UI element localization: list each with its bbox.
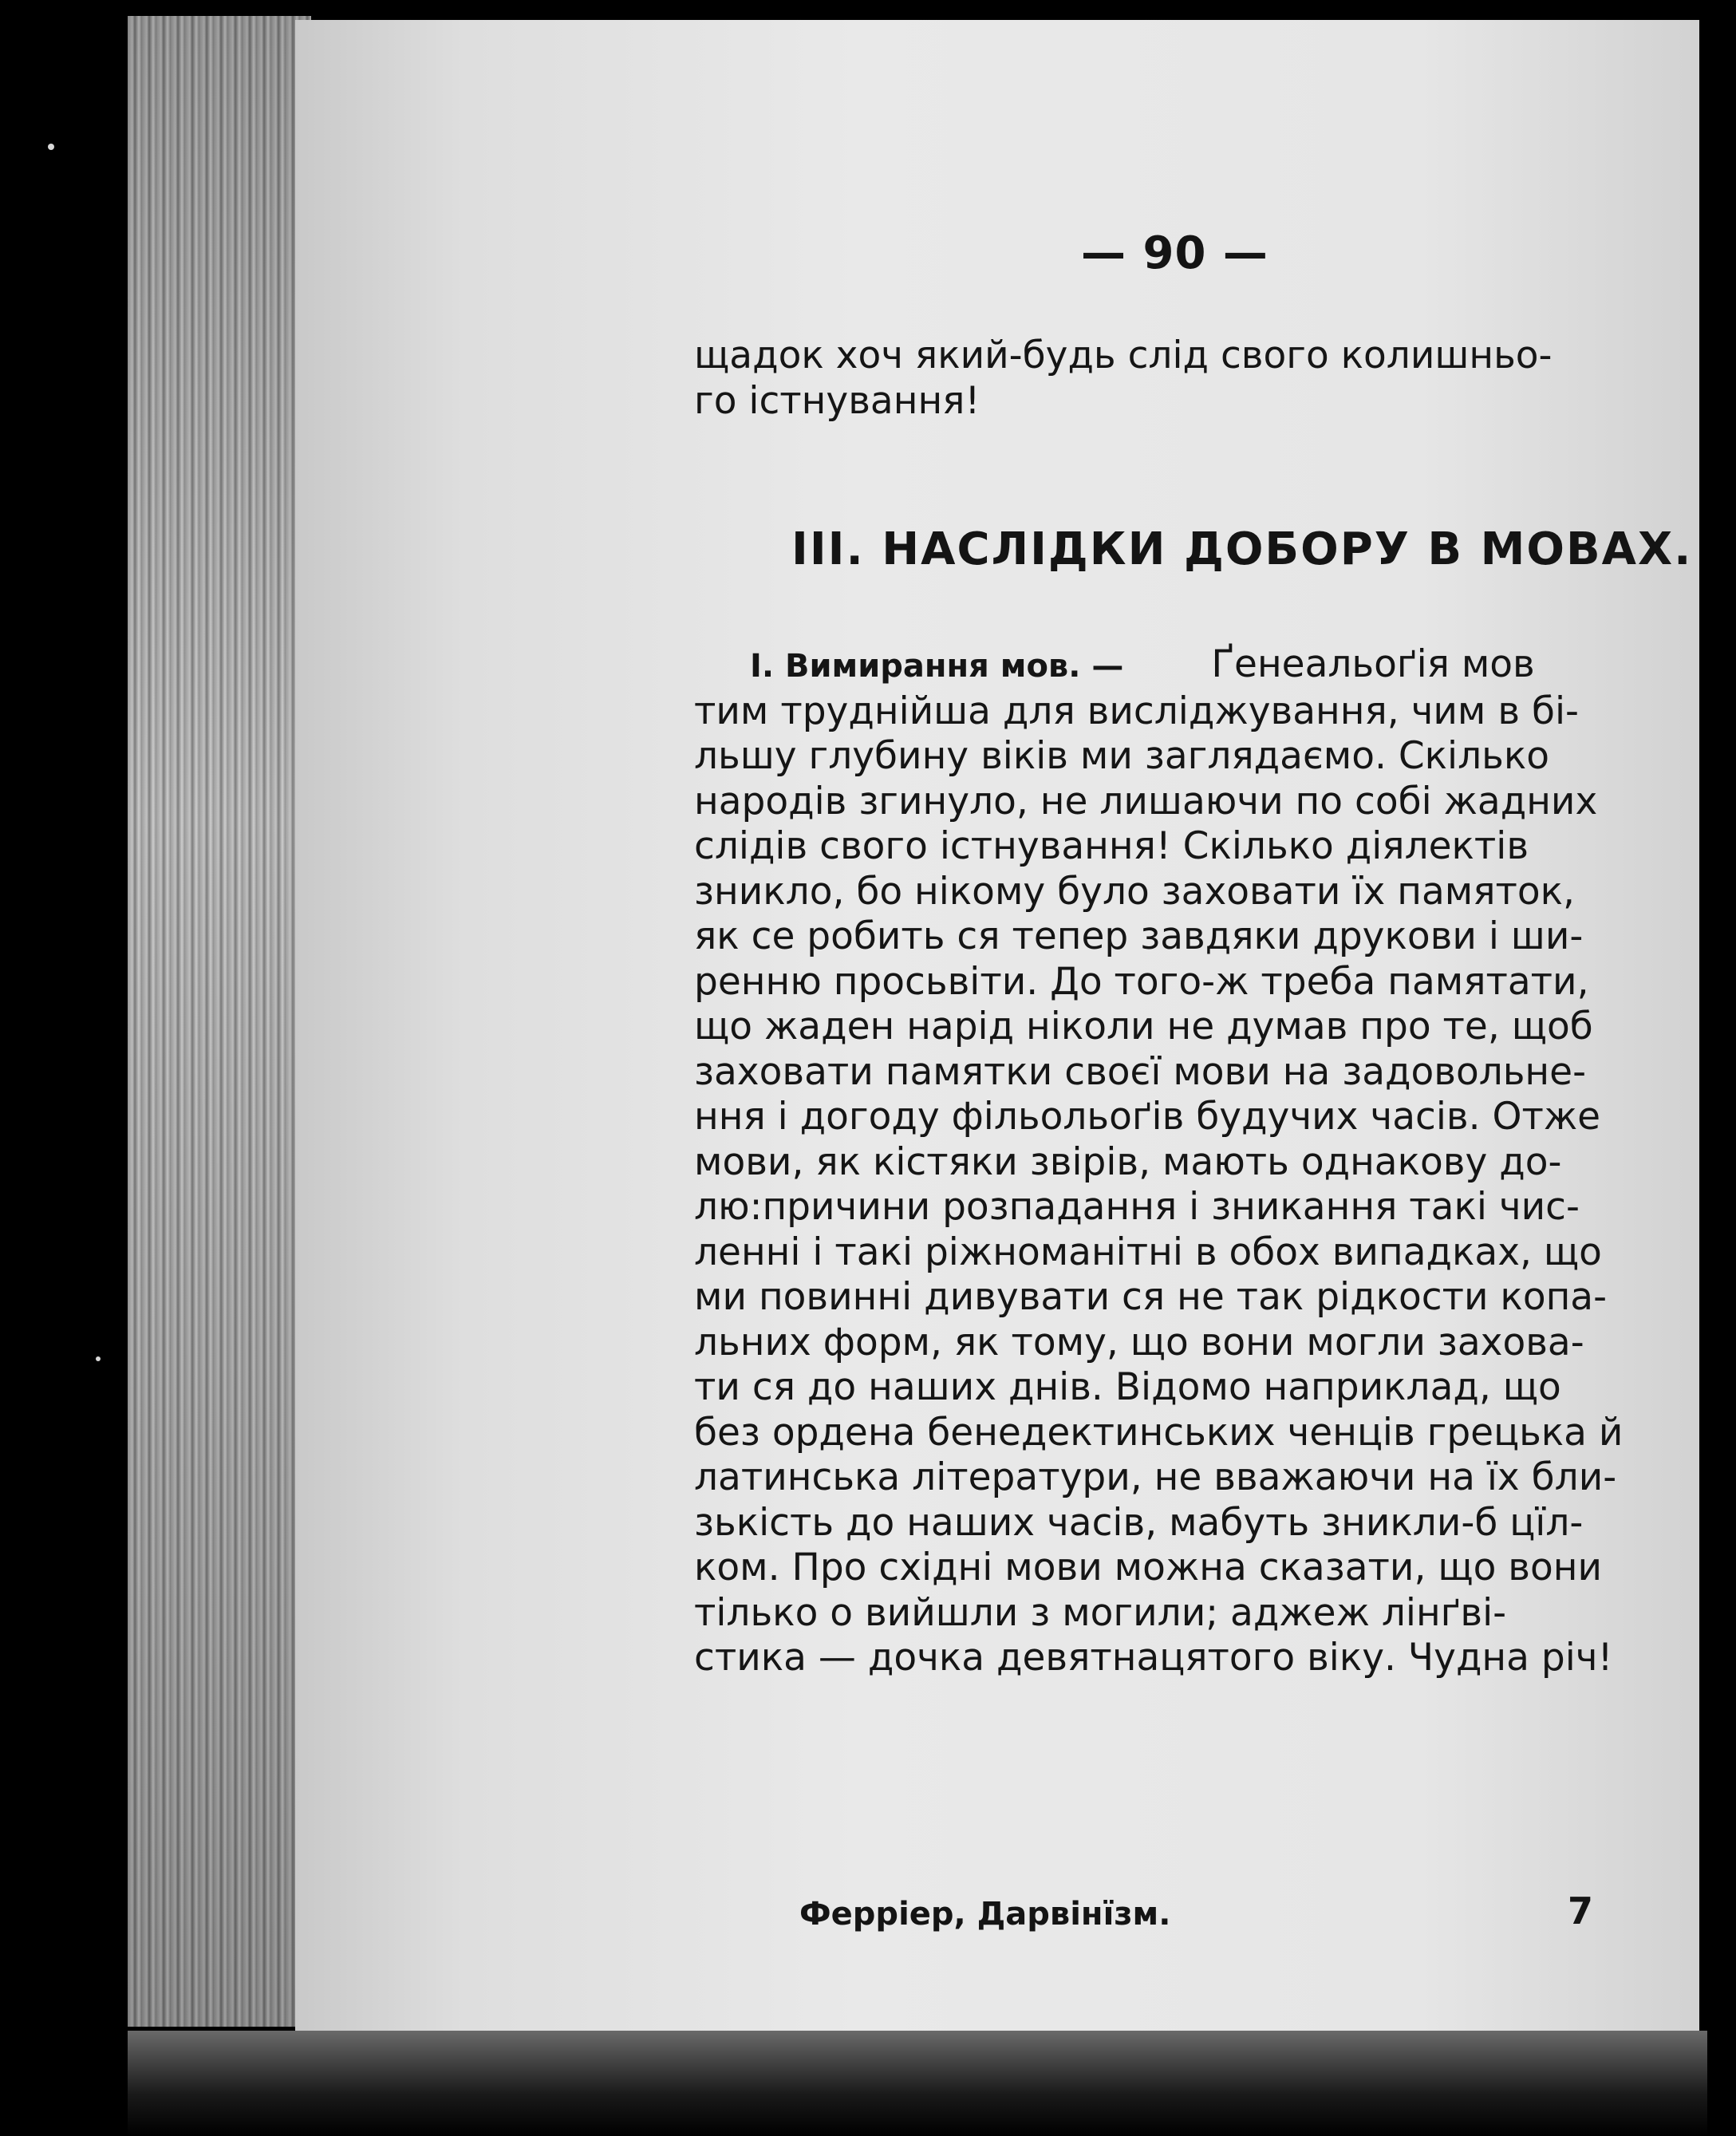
text-line: народів згинуло, не лишаючи по собі жадних bbox=[694, 779, 1598, 823]
text-line: ленні і такі ріжноманітні в обох випадках, що bbox=[694, 1230, 1602, 1274]
signature-number: 7 bbox=[1568, 1889, 1594, 1933]
text-line: ренню просьвіти. До того-ж треба памятати, bbox=[694, 959, 1589, 1004]
continuation-paragraph bbox=[694, 334, 1675, 424]
text-line: стика — дочка девятнацятого віку. Чудна річ! bbox=[694, 1636, 1613, 1680]
main-paragraph bbox=[694, 642, 1675, 1681]
text-line: ком. Про східні мови можна сказати, що вони bbox=[694, 1546, 1603, 1589]
footer-signature: Ферріер, Дарвінїзм. bbox=[799, 1896, 1171, 1933]
text-line: ння і догоду фільольоґів будучих часів. Отже bbox=[694, 1095, 1601, 1139]
text-line: тілько о вийшли з могили; аджеж лінґві- bbox=[694, 1590, 1507, 1635]
scan-speck bbox=[96, 1356, 101, 1361]
subsection-title: I. Вимирання мов. — bbox=[750, 648, 1124, 685]
section-heading: III. НАСЛІДКИ ДОБОРУ В МОВАХ. bbox=[791, 523, 1693, 575]
text-line-start: Ґенеальоґія мов bbox=[1211, 642, 1535, 686]
text-line bbox=[694, 642, 1675, 689]
text-line: лю:причини розпадання і зникання такі чис- bbox=[694, 1185, 1580, 1229]
text-line: льшу глубину віків ми заглядаємо. Скілько bbox=[694, 734, 1549, 778]
bottom-shadow bbox=[128, 2031, 1707, 2136]
text-line: зникло, бо нікому було заховати їх памяток, bbox=[694, 869, 1575, 914]
text-line: тим труднійша для висліджування, чим в бі- bbox=[694, 689, 1579, 733]
text-line: заховати памятки своєї мови на задовольне- bbox=[694, 1049, 1587, 1094]
text-line: го істнування! bbox=[694, 378, 980, 423]
text-line: ти ся до наших днів. Відомо наприклад, що bbox=[694, 1365, 1561, 1409]
text-line: що жаден нарід ніколи не думав про те, щоб bbox=[694, 1005, 1593, 1048]
text-line: зькість до наших часів, мабуть зникли-б цїл- bbox=[694, 1500, 1584, 1545]
text-line: щадок хоч який-будь слід свого колишньо- bbox=[694, 334, 1553, 377]
scan-speck bbox=[48, 144, 54, 150]
text-line: як се робить ся тепер завдяки друкови і ши- bbox=[694, 914, 1584, 958]
text-line: латинська літератури, не вважаючи на їх бли- bbox=[694, 1455, 1617, 1499]
text-line: без ордена бенедектинських ченців грецька й bbox=[694, 1410, 1624, 1455]
book-page-edges bbox=[128, 16, 311, 2027]
text-line: мови, як кістяки звірів, мають однакову до- bbox=[694, 1139, 1562, 1184]
page-number: — 90 — bbox=[1081, 227, 1268, 279]
text-line: льних форм, як тому, що вони могли захова- bbox=[694, 1320, 1584, 1364]
text-line: слідів свого істнування! Скілько діялектів bbox=[694, 824, 1529, 868]
text-line: ми повинні дивувати ся не так рідкости копа- bbox=[694, 1275, 1608, 1319]
